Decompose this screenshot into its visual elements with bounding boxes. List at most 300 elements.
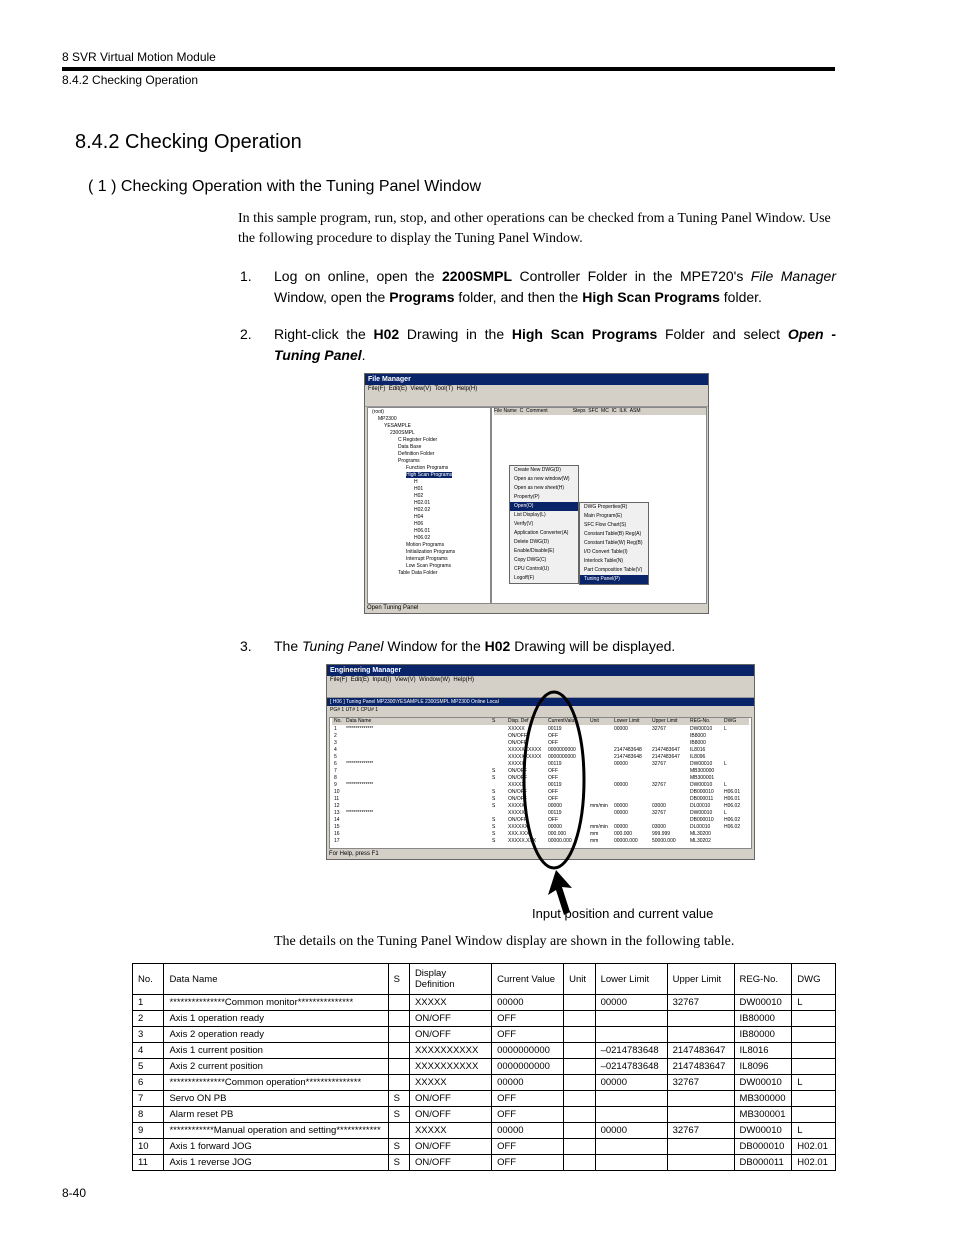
- menu-item[interactable]: Delete DWG(D): [514, 539, 550, 545]
- tree-node[interactable]: (root): [372, 409, 384, 415]
- grid-cell: OFF: [548, 733, 558, 739]
- col-header: S: [388, 964, 409, 995]
- grid-cell: ON/OFF: [508, 796, 527, 802]
- window-title: File Manager: [365, 374, 708, 385]
- step-number: 1.: [240, 268, 252, 284]
- grid-cell: 03000: [652, 803, 666, 809]
- grid-cell: 00000: [614, 803, 628, 809]
- table-cell: 32767: [667, 1075, 734, 1091]
- table-cell: [667, 1027, 734, 1043]
- grid-cell: 00119: [548, 726, 562, 732]
- tree-node[interactable]: Definition Folder: [398, 451, 435, 457]
- table-cell: DW00010: [734, 1075, 792, 1091]
- tree-node[interactable]: C Register Folder: [398, 437, 438, 443]
- menu-help[interactable]: Help(H): [456, 386, 478, 392]
- grid-cell: 12: [334, 803, 340, 809]
- table-cell: [564, 1155, 595, 1171]
- table-cell: ***************Common operation***************: [164, 1075, 388, 1091]
- grid-cell: ON/OFF: [508, 789, 527, 795]
- table-cell: [595, 1107, 667, 1123]
- grid-cell: L: [724, 782, 727, 788]
- grid-cell: 2147483647: [652, 747, 680, 753]
- col-header: Display Definition: [409, 964, 491, 995]
- annotation-marker: [510, 690, 633, 920]
- grid-cell: S: [492, 817, 496, 823]
- grid-col-header: Upper Limit: [652, 718, 678, 724]
- grid-cell: 00000: [614, 761, 628, 767]
- grid-cell: OFF: [548, 775, 558, 781]
- menu-item[interactable]: Constant Table(W) Reg(B): [584, 540, 643, 546]
- header-rule: [62, 67, 835, 71]
- context-menu: [509, 465, 579, 584]
- step-number: 2.: [240, 326, 252, 342]
- table-cell: 00000: [492, 1075, 564, 1091]
- table-cell: ON/OFF: [409, 1027, 491, 1043]
- tree-node[interactable]: Low Scan Programs: [406, 563, 452, 569]
- table-cell: 10: [133, 1139, 164, 1155]
- tree-node[interactable]: H06.01: [414, 528, 431, 534]
- grid-cell: **************: [346, 782, 374, 788]
- table-row: [133, 1043, 836, 1059]
- table-cell: OFF: [492, 1027, 564, 1043]
- grid-cell: 00000.000: [548, 838, 572, 844]
- grid-cell: 9: [334, 782, 337, 788]
- grid-cell: 3: [334, 740, 337, 746]
- grid-cell: 11: [334, 796, 340, 802]
- grid-cell: MB300000: [690, 768, 715, 774]
- subsection-title: ( 1 ) Checking Operation with the Tuning Panel Window: [88, 178, 482, 195]
- grid-cell: XXXXX: [508, 803, 525, 809]
- grid-cell: L: [724, 761, 727, 767]
- table-cell: 11: [133, 1155, 164, 1171]
- grid-cell: XXXXXX: [508, 824, 529, 830]
- grid-cell: 50000.000: [652, 838, 676, 844]
- table-cell: Alarm reset PB: [164, 1107, 388, 1123]
- menu-view[interactable]: View(V): [410, 386, 432, 392]
- grid-cell: 00000: [548, 824, 562, 830]
- menu-file[interactable]: File(F): [368, 386, 386, 392]
- table-cell: H02.01: [792, 1155, 836, 1171]
- open-submenu: [579, 502, 649, 585]
- grid-cell: MB300001: [690, 775, 715, 781]
- grid-cell: 8: [334, 775, 337, 781]
- menu-item-tuning-panel[interactable]: Tuning Panel(P): [580, 575, 648, 584]
- menu-item[interactable]: Open as new window(W): [514, 476, 570, 482]
- highlight-ellipse: [524, 692, 584, 868]
- info-bar: [ H06 ] Tuning Panel MP2300\YESAMPLE 2300SMPL MP2300 Online Local: [327, 698, 754, 706]
- table-cell: DW00010: [734, 995, 792, 1011]
- table-cell: [388, 1027, 409, 1043]
- annotation-caption: Input position and current value: [532, 906, 714, 921]
- grid-cell: DB000010: [690, 817, 714, 823]
- grid-cell: S: [492, 803, 496, 809]
- grid-cell: IL8096: [690, 754, 706, 760]
- grid-cell: 0000000000: [548, 747, 576, 753]
- grid-cell: 00000: [614, 782, 628, 788]
- menu-window[interactable]: Window(W): [418, 677, 450, 683]
- grid-cell: XXX.XXX: [508, 831, 530, 837]
- tree-node[interactable]: H06: [414, 521, 424, 527]
- grid-cell: 32767: [652, 761, 666, 767]
- grid-cell: IL8016: [690, 747, 706, 753]
- menu-item[interactable]: Main Program(E): [584, 513, 623, 519]
- tree-node[interactable]: H02: [414, 493, 424, 499]
- table-row: [133, 1123, 836, 1139]
- table-cell: Servo ON PB: [164, 1091, 388, 1107]
- table-cell: Axis 1 operation ready: [164, 1011, 388, 1027]
- table-cell: [564, 1027, 595, 1043]
- table-row: [133, 1059, 836, 1075]
- grid-cell: 00119: [548, 810, 562, 816]
- grid-col-header: No.: [334, 718, 342, 724]
- menu-edit[interactable]: Edit(E): [388, 386, 408, 392]
- table-cell: Axis 2 operation ready: [164, 1027, 388, 1043]
- tree-node[interactable]: H: [414, 479, 418, 485]
- col-header: Data Name: [164, 964, 388, 995]
- table-cell: ***************Common monitor***************: [164, 995, 388, 1011]
- grid-cell: S: [492, 831, 496, 837]
- window-title: Engineering Manager: [327, 665, 754, 676]
- table-cell: [792, 1091, 836, 1107]
- section-title: 8.4.2 Checking Operation: [75, 131, 302, 153]
- table-row: [133, 1139, 836, 1155]
- table-cell: 3: [133, 1027, 164, 1043]
- status-bar: Open Tuning Panel: [365, 604, 709, 613]
- table-cell: IB80000: [734, 1027, 792, 1043]
- table-cell: [667, 1091, 734, 1107]
- running-header-section: 8.4.2 Checking Operation: [62, 73, 199, 87]
- table-cell: [792, 1011, 836, 1027]
- table-header-row: [133, 964, 836, 995]
- table-cell: L: [792, 1123, 836, 1139]
- grid-cell: 2147483648: [614, 754, 642, 760]
- menu-item[interactable]: Verify(V): [514, 521, 534, 527]
- grid-cell: 32767: [652, 782, 666, 788]
- table-cell: DB000010: [734, 1139, 792, 1155]
- menu-view[interactable]: View(V): [394, 677, 416, 683]
- tree-node[interactable]: H01: [414, 486, 424, 492]
- grid-cell: ON/OFF: [508, 775, 527, 781]
- table-cell: OFF: [492, 1155, 564, 1171]
- tree-node[interactable]: MP2300: [378, 416, 397, 422]
- table-cell: Axis 1 reverse JOG: [164, 1155, 388, 1171]
- grid-cell: **************: [346, 810, 374, 816]
- table-cell: L: [792, 1075, 836, 1091]
- grid-cell: OFF: [548, 768, 558, 774]
- table-cell: OFF: [492, 1107, 564, 1123]
- grid-cell: S: [492, 796, 496, 802]
- grid-cell: DW00010: [690, 782, 713, 788]
- table-cell: 00000: [492, 1123, 564, 1139]
- table-cell: MB300001: [734, 1107, 792, 1123]
- grid-cell: DL00010: [690, 824, 711, 830]
- running-header-chapter: 8 SVR Virtual Motion Module: [62, 50, 216, 64]
- tree-node[interactable]: Function Programs: [406, 465, 449, 471]
- table-row: [133, 1107, 836, 1123]
- tree-node[interactable]: Table Data Folder: [398, 570, 438, 576]
- page-number: 8-40: [62, 1186, 87, 1200]
- table-cell: S: [388, 1139, 409, 1155]
- col-header: Upper Limit: [667, 964, 734, 995]
- grid-col-header: CurrentValue: [548, 718, 578, 724]
- table-row: [133, 995, 836, 1011]
- grid-cell: L: [724, 726, 727, 732]
- table-cell: [595, 1011, 667, 1027]
- grid-cell: H06.02: [724, 824, 741, 830]
- table-cell: [595, 1139, 667, 1155]
- grid-cell: 2147483647: [652, 754, 680, 760]
- table-cell: [667, 1155, 734, 1171]
- grid-cell: mm/min: [590, 824, 608, 830]
- col-header: Lower Limit: [595, 964, 667, 995]
- grid-cell: S: [492, 775, 496, 781]
- table-cell: [388, 1123, 409, 1139]
- table-cell: Axis 1 forward JOG: [164, 1139, 388, 1155]
- table-cell: S: [388, 1107, 409, 1123]
- table-cell: S: [388, 1155, 409, 1171]
- grid-cell: S: [492, 789, 496, 795]
- table-cell: [792, 1059, 836, 1075]
- tree-node[interactable]: Programs: [398, 458, 420, 464]
- grid-col-header: S: [492, 718, 496, 724]
- grid-cell: mm/min: [590, 803, 608, 809]
- table-cell: [388, 1075, 409, 1091]
- tree-node[interactable]: H02.02: [414, 507, 431, 513]
- table-cell: [595, 1027, 667, 1043]
- table-cell: [564, 1139, 595, 1155]
- grid-cell: 00000.000: [614, 838, 638, 844]
- file-manager-screenshot: [364, 373, 709, 614]
- table-row: [133, 1075, 836, 1091]
- grid-cell: H06.02: [724, 817, 741, 823]
- menu-item[interactable]: Open as new sheet(H): [514, 485, 565, 491]
- grid-cell: DW00010: [690, 726, 713, 732]
- table-cell: H02.01: [792, 1139, 836, 1155]
- tree-node[interactable]: H02.01: [414, 500, 431, 506]
- tree-node[interactable]: Interrupt Programs: [406, 556, 448, 562]
- grid-cell: mm: [590, 831, 599, 837]
- grid-cell: OFF: [548, 740, 558, 746]
- menu-item[interactable]: I/O Convert Table(I): [584, 549, 628, 555]
- grid-cell: 00000: [614, 824, 628, 830]
- grid-col-header: DWG: [724, 718, 737, 724]
- menu-file[interactable]: File(F): [330, 677, 348, 683]
- step-text: Right-click the H02 Drawing in the High Scan Programs Folder and select Open - Tuning Panel.: [274, 326, 836, 363]
- grid-cell: S: [492, 838, 496, 844]
- grid-cell: 14: [334, 817, 340, 823]
- menu-item[interactable]: Part Composition Table(V): [584, 567, 643, 573]
- tree-node[interactable]: YESAMPLE: [384, 423, 411, 429]
- grid-cell: 13: [334, 810, 340, 816]
- table-cell: 5: [133, 1059, 164, 1075]
- step-text: Log on online, open the 2200SMPL Controller Folder in the MPE720's File Manager Window, open the Programs folder, and then the High Scan Programs folder.: [274, 268, 836, 305]
- grid-cell: ML30202: [690, 838, 711, 844]
- grid-cell: 03000: [652, 824, 666, 830]
- table-cell: [595, 1091, 667, 1107]
- table-body: [133, 995, 836, 1171]
- table-cell: [564, 1123, 595, 1139]
- table-cell: OFF: [492, 1139, 564, 1155]
- table-cell: 0000000000: [492, 1059, 564, 1075]
- table-cell: [667, 1011, 734, 1027]
- table-cell: 32767: [667, 1123, 734, 1139]
- table-cell: Axis 1 current position: [164, 1043, 388, 1059]
- table-cell: L: [792, 995, 836, 1011]
- table-cell: ON/OFF: [409, 1091, 491, 1107]
- grid-cell: XXXXXXXXXX: [508, 754, 542, 760]
- grid-cell: ON/OFF: [508, 768, 527, 774]
- table-cell: [564, 1091, 595, 1107]
- table-cell: 2147483647: [667, 1043, 734, 1059]
- folder-tree: [367, 407, 491, 604]
- menu-item[interactable]: Property(P): [514, 494, 540, 500]
- table-cell: MB300000: [734, 1091, 792, 1107]
- table-cell: [667, 1107, 734, 1123]
- menu-item[interactable]: Copy DWG(C): [514, 557, 547, 563]
- table-cell: [564, 1075, 595, 1091]
- grid-cell: 0000000000: [548, 754, 576, 760]
- step-text: The Tuning Panel Window for the H02 Drawing will be displayed.: [274, 638, 676, 654]
- menu-help[interactable]: Help(H): [453, 677, 474, 683]
- table-cell: 00000: [492, 995, 564, 1011]
- table-cell: 9: [133, 1123, 164, 1139]
- menu-item[interactable]: DWG Properties(R): [584, 504, 628, 510]
- tree-node[interactable]: Data Base: [398, 444, 422, 450]
- grid-cell: 2147483648: [614, 747, 642, 753]
- tree-node[interactable]: Motion Programs: [406, 542, 445, 548]
- table-cell: –0214783648: [595, 1043, 667, 1059]
- table-cell: OFF: [492, 1091, 564, 1107]
- table-cell: 32767: [667, 995, 734, 1011]
- menu-item-open[interactable]: Open(O): [510, 502, 578, 511]
- table-cell: XXXXXXXXXX: [409, 1043, 491, 1059]
- grid-cell: OFF: [548, 817, 558, 823]
- step-3: [240, 636, 836, 657]
- step-2: [240, 324, 836, 366]
- grid-cell: DB000011: [690, 796, 714, 802]
- grid-cell: 10: [334, 789, 340, 795]
- tree-node[interactable]: H04: [414, 514, 424, 520]
- table-cell: 1: [133, 995, 164, 1011]
- table-cell: XXXXX: [409, 995, 491, 1011]
- grid-cell: 6: [334, 761, 337, 767]
- table-row: [133, 1011, 836, 1027]
- table-cell: [388, 995, 409, 1011]
- tree-node-selected[interactable]: High Scan Programs: [406, 472, 453, 478]
- table-cell: [388, 1059, 409, 1075]
- menu-item[interactable]: CPU Control(U): [514, 566, 550, 572]
- grid-cell: OFF: [548, 789, 558, 795]
- table-cell: IL8096: [734, 1059, 792, 1075]
- menu-item[interactable]: Constant Table(B) Reg(A): [584, 531, 642, 537]
- table-cell: [792, 1027, 836, 1043]
- grid-col-header: Disp. Def: [508, 718, 529, 724]
- menu-edit[interactable]: Edit(E): [350, 677, 370, 683]
- grid-cell: 000.000: [614, 831, 633, 837]
- grid-cell: XXXXX: [508, 726, 525, 732]
- table-cell: ON/OFF: [409, 1139, 491, 1155]
- table-cell: DW00010: [734, 1123, 792, 1139]
- table-cell: OFF: [492, 1011, 564, 1027]
- menu-item[interactable]: Interlock Table(N): [584, 558, 624, 564]
- grid-cell: H06.01: [724, 789, 741, 795]
- menu-item[interactable]: Enable/Disable(E): [514, 548, 555, 554]
- table-cell: 6: [133, 1075, 164, 1091]
- grid-cell: XXXXXXXXXX: [508, 747, 542, 753]
- grid-cell: 00000: [614, 810, 628, 816]
- col-header: REG-No.: [734, 964, 792, 995]
- page-bar: PG# 1 UT# 1 CPU# 1: [330, 707, 379, 713]
- grid-cell: 4: [334, 747, 337, 753]
- grid-col-header: Data Name: [346, 718, 372, 724]
- grid-cell: ON/OFF: [508, 740, 527, 746]
- grid-cell: H06.02: [724, 803, 741, 809]
- tree-node[interactable]: H06.02: [414, 535, 431, 541]
- table-cell: XXXXX: [409, 1075, 491, 1091]
- menu-item[interactable]: Logoff(F): [514, 575, 535, 581]
- menu-input[interactable]: Input(I): [372, 677, 392, 683]
- list-header: File Name C Comment Steps SFC MC IC ILK ASM: [494, 408, 706, 415]
- table-cell: XXXXX: [409, 1123, 491, 1139]
- table-cell: ON/OFF: [409, 1011, 491, 1027]
- grid-cell: XXXXX: [508, 782, 525, 788]
- menu-tool[interactable]: Tool(T): [434, 386, 454, 392]
- grid-cell: IB8000: [690, 740, 706, 746]
- table-cell: 8: [133, 1107, 164, 1123]
- grid-cell: 000.000: [548, 831, 567, 837]
- tree-node[interactable]: 2300SMPL: [390, 430, 415, 436]
- table-row: [133, 1091, 836, 1107]
- grid-cell: DW00010: [690, 761, 713, 767]
- grid-cell: 16: [334, 831, 340, 837]
- menu-item[interactable]: List Display(L): [514, 512, 546, 518]
- table-cell: 00000: [595, 995, 667, 1011]
- grid-col-header: Unit: [590, 718, 599, 724]
- menu-item[interactable]: Application Converter(A): [514, 530, 569, 536]
- table-cell: ON/OFF: [409, 1155, 491, 1171]
- grid-cell: XXXXX: [508, 761, 525, 767]
- grid-cell: 17: [334, 838, 340, 844]
- grid-cell: 999.999: [652, 831, 671, 837]
- col-header: Current Value: [492, 964, 564, 995]
- grid-cell: DB000010: [690, 789, 714, 795]
- grid-cell: S: [492, 824, 496, 830]
- grid-cell: 15: [334, 824, 340, 830]
- table-cell: 4: [133, 1043, 164, 1059]
- table-cell: S: [388, 1091, 409, 1107]
- grid-cell: XXXXX: [508, 810, 525, 816]
- tree-node[interactable]: Initialization Programs: [406, 549, 456, 555]
- menu-item[interactable]: SFC Flow Chart(S): [584, 522, 627, 528]
- grid-cell: 00000: [548, 803, 562, 809]
- table-cell: [564, 1043, 595, 1059]
- table-cell: [388, 1043, 409, 1059]
- toolbar: [365, 394, 708, 407]
- grid-col-header: REG-No.: [690, 718, 711, 724]
- grid-col-header: Lower Limit: [614, 718, 640, 724]
- grid-cell: ON/OFF: [508, 733, 527, 739]
- grid-cell: 2: [334, 733, 337, 739]
- grid-cell: ON/OFF: [508, 817, 527, 823]
- table-cell: [792, 1107, 836, 1123]
- grid-cell: IB8000: [690, 733, 706, 739]
- menu-item[interactable]: Create New DWG(D): [514, 467, 561, 473]
- step-1: [240, 266, 836, 308]
- grid-cell: 00000: [614, 726, 628, 732]
- grid-cell: DL00010: [690, 803, 711, 809]
- step-number: 3.: [240, 638, 252, 654]
- grid-cell: 32767: [652, 726, 666, 732]
